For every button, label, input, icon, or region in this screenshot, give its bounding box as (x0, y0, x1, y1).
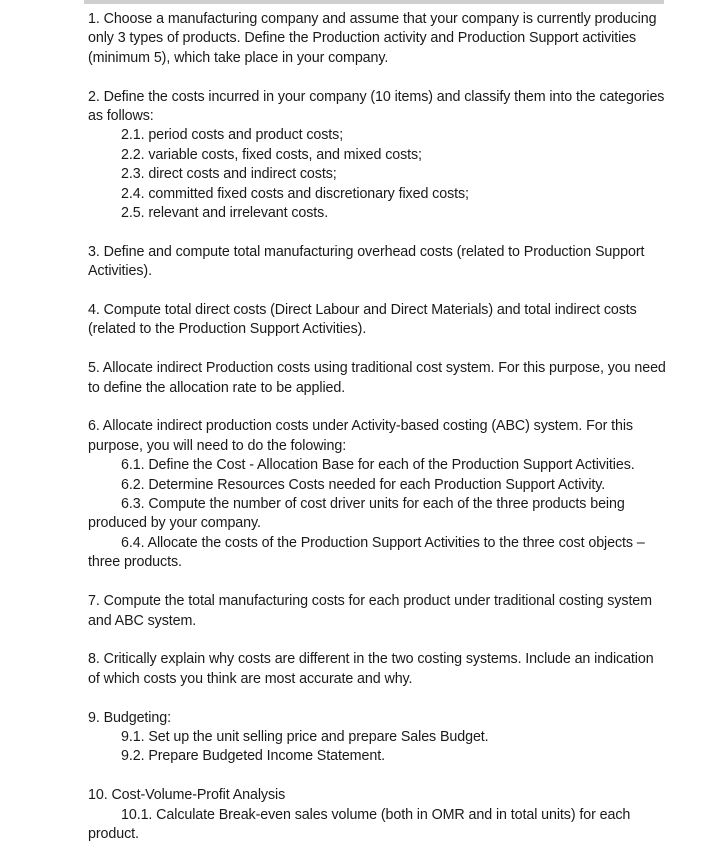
question-2-sub-5: 2.5. relevant and irrelevant costs. (121, 205, 329, 222)
question-1-text: 1. Choose a manufacturing company and assume that your company is currently producing only 3 types of products. Define the Production activity and Production Support activities (minimum 5), which take place in your company. (88, 11, 657, 66)
question-6-text: 6. Allocate indirect production costs under Activity-based costing (ABC) system. For this purpose, you will need to do the folowing: (88, 418, 633, 454)
question-2-sub-1: 2.1. period costs and product costs; (121, 127, 344, 144)
question-5-text: 5. Allocate indirect Production costs using traditional cost system. For this purpose, you need to define the allocation rate to be applied. (88, 360, 666, 396)
question-9-sub-1: 9.1. Set up the unit selling price and prepare Sales Budget. (121, 728, 489, 745)
assignment-document (88, 10, 668, 864)
question-7-text: 7. Compute the total manufacturing costs for each product under traditional costing system and ABC system. (88, 593, 652, 629)
question-9-text: 9. Budgeting: (88, 709, 171, 726)
question-10 (88, 786, 668, 844)
question-9 (88, 709, 668, 767)
question-8-text: 8. Critically explain why costs are different in the two costing systems. Include an indication of which costs you think are most accurate and why. (88, 651, 654, 687)
question-9-sub-2: 9.2. Prepare Budgeted Income Statement. (121, 748, 385, 765)
question-2-text: 2. Define the costs incurred in your company (10 items) and classify them into the categories as follows: (88, 88, 665, 125)
question-2-sub-2: 2.2. variable costs, fixed costs, and mixed costs; (121, 146, 422, 163)
question-6-sub-2: 6.2. Determine Resources Costs needed for each Production Support Activity. (121, 476, 606, 493)
question-2 (88, 88, 668, 224)
question-6-sub-3: 6.3. Compute the number of cost driver units for each of the three products being produced by your company. (88, 496, 625, 532)
question-3 (88, 243, 668, 282)
question-4 (88, 301, 668, 340)
question-2-sub-3: 2.3. direct costs and indirect costs; (121, 166, 337, 183)
question-10-sub-1: 10.1. Calculate Break-even sales volume (both in OMR and in total units) for each product. (88, 806, 631, 842)
question-4-text: 4. Compute total direct costs (Direct Labour and Direct Materials) and total indirect costs (related to the Production Support Activities). (88, 302, 637, 338)
question-7 (88, 592, 668, 631)
question-8 (88, 650, 668, 689)
question-2-sub-4: 2.4. committed fixed costs and discretionary fixed costs; (121, 185, 469, 202)
question-6 (88, 417, 668, 572)
top-divider-bar (84, 0, 664, 4)
question-5 (88, 359, 668, 398)
question-6-sub-4: 6.4. Allocate the costs of the Production Support Activities to the three cost objects – three products. (88, 534, 645, 571)
question-6-sub-1: 6.1. Define the Cost - Allocation Base for each of the Production Support Activities. (121, 457, 635, 474)
question-3-text: 3. Define and compute total manufacturing overhead costs (related to Production Support Activities). (88, 243, 645, 280)
question-10-text: 10. Cost-Volume-Profit Analysis (88, 787, 286, 804)
question-1 (88, 10, 668, 68)
